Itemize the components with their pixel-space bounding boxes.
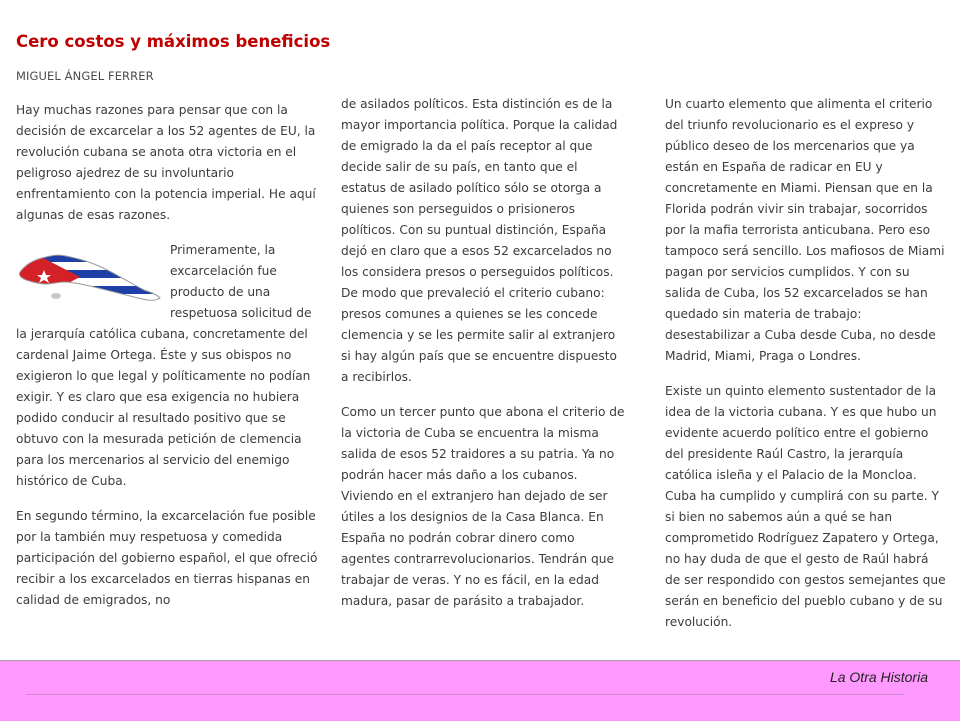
text-column-2 <box>341 94 625 626</box>
paragraph-text: Primeramente, la excarcelación fue producto de una respetuosa solicitud de la jerarquía católica cubana, concretamente del cardenal Jaime Ortega. Éste y sus obispos no exigieron lo que legal y políticamente no podían exigir. Y es claro que esa exigencia no hubiera podido conducir al resultado positivo que se obtuvo con la mesurada petición de clemencia para los mercenarios al servicio del enemigo histórico de Cuba. <box>16 243 312 488</box>
footer-brand: La Otra Historia <box>829 669 928 685</box>
paragraph <box>16 240 318 492</box>
text-column-3 <box>665 94 947 647</box>
paragraph: de asilados políticos. Esta distinción es de la mayor importancia política. Porque la calidad de emigrado la da el país receptor al que decide salir de su país, en tanto que el estatus de asilado político sólo se otorga a quienes son perseguidos o prisioneros políticos. Con su puntual distinción, España dejó en claro que a esos 52 excarcelados no los considera presos o perseguidos políticos. De modo que prevaleció el criterio cubano: presos comunes a quienes se les concede clemencia y se les permite salir al extranjero si hay algún país que se encuentre dispuesto a recibirlos. <box>341 97 618 384</box>
cuba-flag-map-icon <box>16 244 164 310</box>
footer-bar <box>0 660 960 721</box>
paragraph: Hay muchas razones para pensar que con la decisión de excarcelar a los 52 agentes de EU, la revolución cubana se anota otra victoria en el peligroso ajedrez de su involuntario enfrentamiento con la potencia imperial. He aquí algunas de esas razones. <box>16 103 316 222</box>
footer-divider <box>26 694 904 695</box>
paragraph: Un cuarto elemento que alimenta el criterio del triunfo revolucionario es el expreso y público deseo de los mercenarios que ya están en España de radicar en EU y concretamente en Miami. Piensan que en la Florida podrán vivir sin trabajar, socorridos por la mafia terrorista anticubana. Pero eso tampoco será sencillo. Los mafiosos de Miami pagan por servicios cumplidos. Y con su salida de Cuba, los 52 excarcelados se han quedado sin materia de trabajo: desestabilizar a Cuba desde Cuba, no desde Madrid, Miami, Praga o Londres. <box>665 97 945 363</box>
text-column-1 <box>16 100 318 625</box>
paragraph: Existe un quinto elemento sustentador de la idea de la victoria cubana. Y es que hubo un evidente acuerdo político entre el gobierno del presidente Raúl Castro, la jerarquía católica isleña y el Palacio de la Moncloa. Cuba ha cumplido y cumplirá con su parte. Y si bien no sabemos aún a qué se han comprometido Rodríguez Zapatero y Ortega, no hay duda de que el gesto de Raúl habrá de ser respondido con gestos semejantes que serán en beneficio del pueblo cubano y de su revolución. <box>665 384 946 629</box>
paragraph: Como un tercer punto que abona el criterio de la victoria de Cuba se encuentra la misma salida de esos 52 traidores a su patria. Ya no podrán hacer más daño a los cubanos. Viviendo en el extranjero han dejado de ser útiles a los designios de la Casa Blanca. En España no podrán cobrar dinero como agentes contrarrevolucionarios. Tendrán que trabajar de veras. Y no es fácil, en la edad madura, pasar de parásito a trabajador. <box>341 405 625 608</box>
article-author: MIGUEL ÁNGEL FERRER <box>16 69 154 83</box>
paragraph: En segundo término, la excarcelación fue posible por la también muy respetuosa y comedida participación del gobierno español, el que ofreció recibir a los excarcelados en tierras hispanas en calidad de emigrados, no <box>16 509 318 607</box>
article-title: Cero costos y máximos beneficios <box>16 32 331 51</box>
